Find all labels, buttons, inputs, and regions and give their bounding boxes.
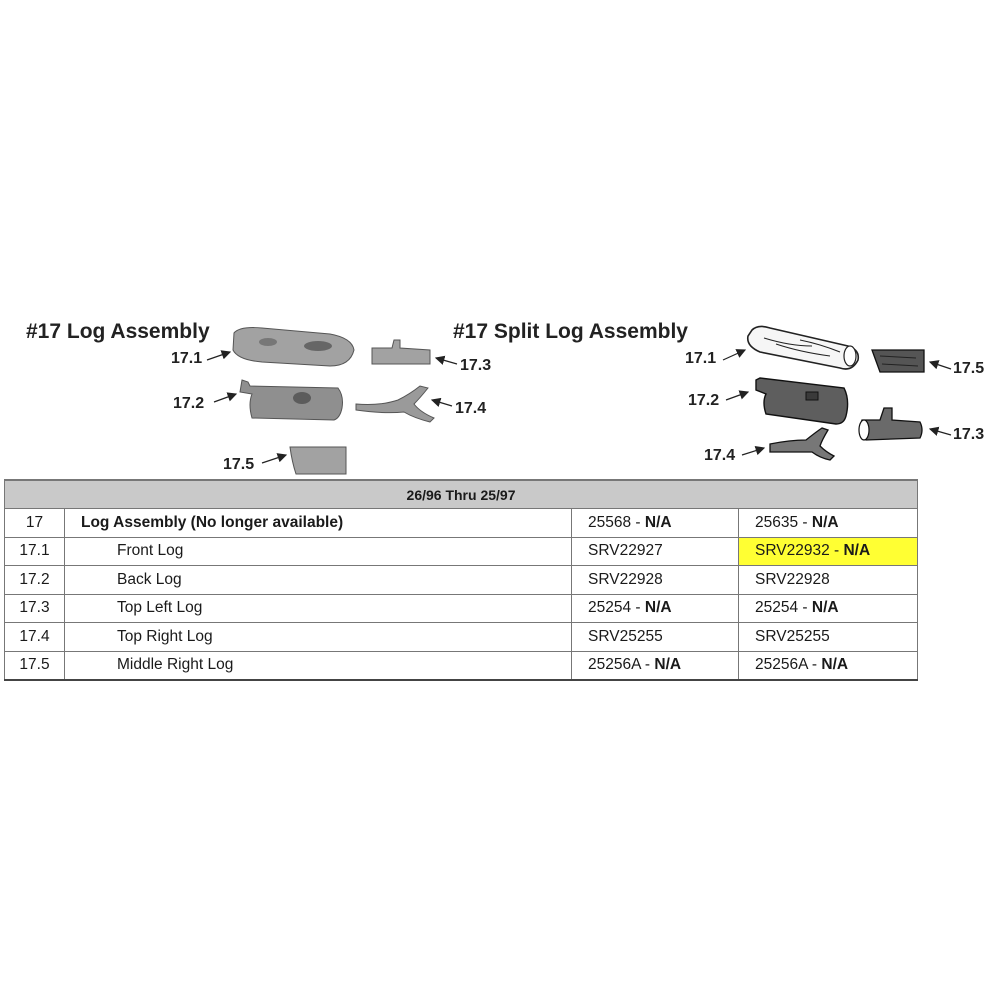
part-number: SRV22927 [588,542,663,560]
part-number: SRV25255 [588,627,663,645]
item-description: Top Right Log [65,623,572,652]
left-log-17-5 [290,447,346,474]
left-log-17-3 [372,340,430,364]
right-log-17-1 [748,326,859,369]
availability: N/A [644,599,672,617]
part-number: SRV22932 [755,542,830,560]
table-row [5,509,918,538]
item-number: 17.4 [5,623,65,652]
item-description: Top Left Log [65,594,572,623]
item-number: 17 [5,509,65,538]
part-number-col1: 25568 - N/A [572,509,739,538]
left-log-17-4 [356,386,434,422]
callout-right-17-4: 17.4 [704,447,736,464]
right-log-17-4 [770,428,834,460]
item-description: Back Log [65,566,572,595]
part-number: SRV25255 [755,627,830,645]
split-log-assembly-title: #17 Split Log Assembly [453,320,688,343]
part-number: 25568 [588,513,632,531]
callout-left-17-4: 17.4 [455,400,487,417]
part-number-col2: 25635 - N/A [739,509,918,538]
availability: N/A [843,542,871,560]
part-number-col1 [572,566,739,595]
item-description: Front Log [65,537,572,566]
item-number: 17.3 [5,594,65,623]
part-number-col2: 25256A - N/A [739,651,918,680]
item-number: 17.5 [5,651,65,680]
callout-left-17-2: 17.2 [173,395,205,412]
availability: N/A [811,513,839,531]
item-description: Log Assembly (No longer available) [65,509,572,538]
part-number-col2-highlighted: SRV22932 - N/A [739,537,918,566]
table-row [5,651,918,680]
table-row [5,537,918,566]
table-header-row [5,480,918,509]
part-number: 25256A [588,656,641,674]
left-log-17-2 [240,380,343,420]
item-number: 17.1 [5,537,65,566]
callout-right-17-2: 17.2 [688,392,720,409]
parts-table [4,479,918,681]
part-number: 25635 [755,513,799,531]
part-number: SRV22928 [588,570,663,588]
part-number: 25254 [588,599,632,617]
part-number-col1: 25256A - N/A [572,651,739,680]
part-number: 25256A [755,656,808,674]
availability: N/A [654,656,682,674]
log-assembly-title: #17 Log Assembly [26,320,210,343]
availability: N/A [811,599,839,617]
part-number: SRV22928 [755,570,830,588]
right-log-17-3 [859,408,922,440]
right-log-17-2 [756,378,848,424]
callout-right-17-5: 17.5 [953,360,985,377]
right-log-17-5 [872,350,924,372]
part-number-col1 [572,537,739,566]
callout-left-17-1: 17.1 [171,350,203,367]
part-number: 25254 [755,599,799,617]
callout-right-17-3: 17.3 [953,426,985,443]
callout-left-17-5: 17.5 [223,456,255,473]
availability: N/A [644,513,672,531]
availability: N/A [821,656,849,674]
log-diagram-art [0,0,1000,480]
item-description: Middle Right Log [65,651,572,680]
part-number-col1 [572,623,739,652]
item-number: 17.2 [5,566,65,595]
callout-left-17-3: 17.3 [460,357,492,374]
table-row [5,623,918,652]
table-row [5,566,918,595]
part-number-col2 [739,566,918,595]
date-range-header: 26/96 Thru 25/97 [5,480,918,509]
left-log-17-1 [233,328,354,366]
part-number-col1: 25254 - N/A [572,594,739,623]
table-row [5,594,918,623]
callout-right-17-1: 17.1 [685,350,717,367]
part-number-col2: 25254 - N/A [739,594,918,623]
part-number-col2 [739,623,918,652]
